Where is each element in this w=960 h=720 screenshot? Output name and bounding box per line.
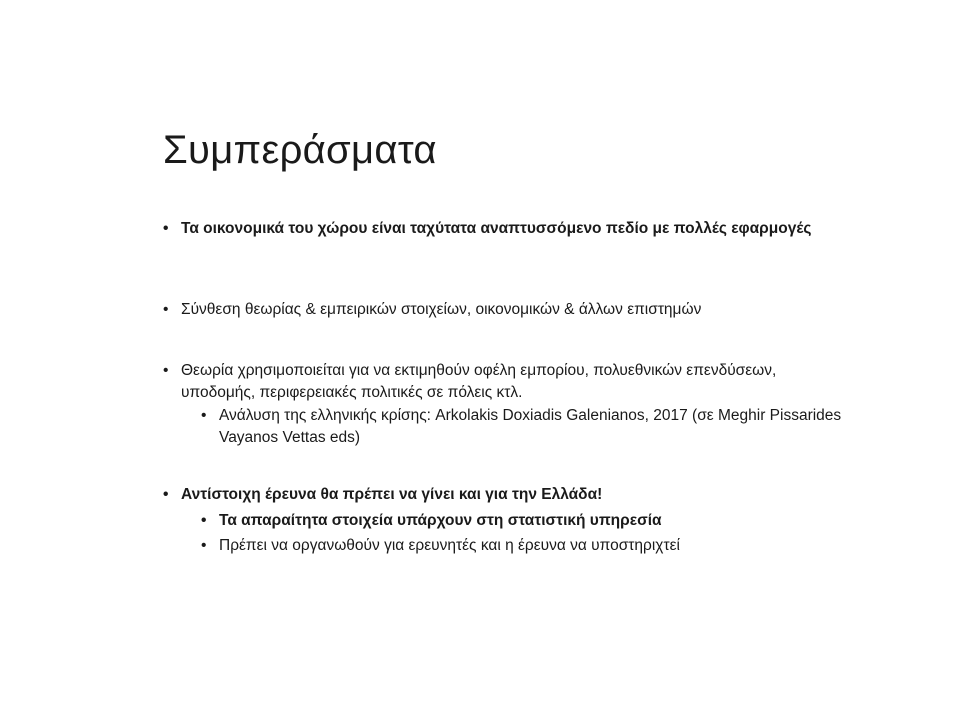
bullet-item-text: Σύνθεση θεωρίας & εμπειρικών στοιχείων, οικονομικών & άλλων επιστημών	[181, 301, 702, 318]
slide-title: Συμπεράσματα	[163, 128, 437, 172]
sub-bullet-item-text: Πρέπει να οργανωθούν για ερευνητές και η έρευνα να υποστηριχτεί	[219, 537, 680, 554]
bullet-marker: •	[163, 486, 169, 503]
sub-bullet-item-text: Τα απαραίτητα στοιχεία υπάρχουν στη στατιστική υπηρεσία	[219, 512, 662, 529]
sub-bullet-item-4-2	[163, 535, 859, 557]
bullet-item-text: Τα οικονομικά του χώρου είναι ταχύτατα αναπτυσσόμενο πεδίο με πολλές εφαρμογές	[181, 220, 812, 237]
sub-bullet-item-3-1	[163, 405, 859, 449]
sub-bullet-item-4-1	[163, 510, 859, 532]
bullet-item-2	[163, 299, 821, 321]
sub-bullet-marker: •	[201, 512, 207, 529]
bullet-item-text: Θεωρία χρησιμοποιείται για να εκτιμηθούν οφέλη εμπορίου, πολυεθνικών επενδύσεων, υποδομής, περιφερειακές πολιτικές σε πόλεις κτλ.	[181, 362, 777, 401]
sub-bullet-marker: •	[201, 537, 207, 554]
bullet-item-3	[163, 360, 821, 404]
bullet-marker: •	[163, 362, 169, 379]
sub-bullet-item-text: Ανάλυση της ελληνικής κρίσης: Arkolakis Doxiadis Galenianos, 2017 (σε Meghir Pissarides Vayanos Vettas eds)	[219, 407, 842, 446]
bullet-item-1	[163, 218, 821, 240]
bullet-marker: •	[163, 220, 169, 237]
bullet-item-text: Αντίστοιχη έρευνα θα πρέπει να γίνει και για την Ελλάδα!	[181, 486, 603, 503]
bullet-item-4	[163, 484, 821, 506]
bullet-marker: •	[163, 301, 169, 318]
sub-bullet-marker: •	[201, 407, 207, 424]
